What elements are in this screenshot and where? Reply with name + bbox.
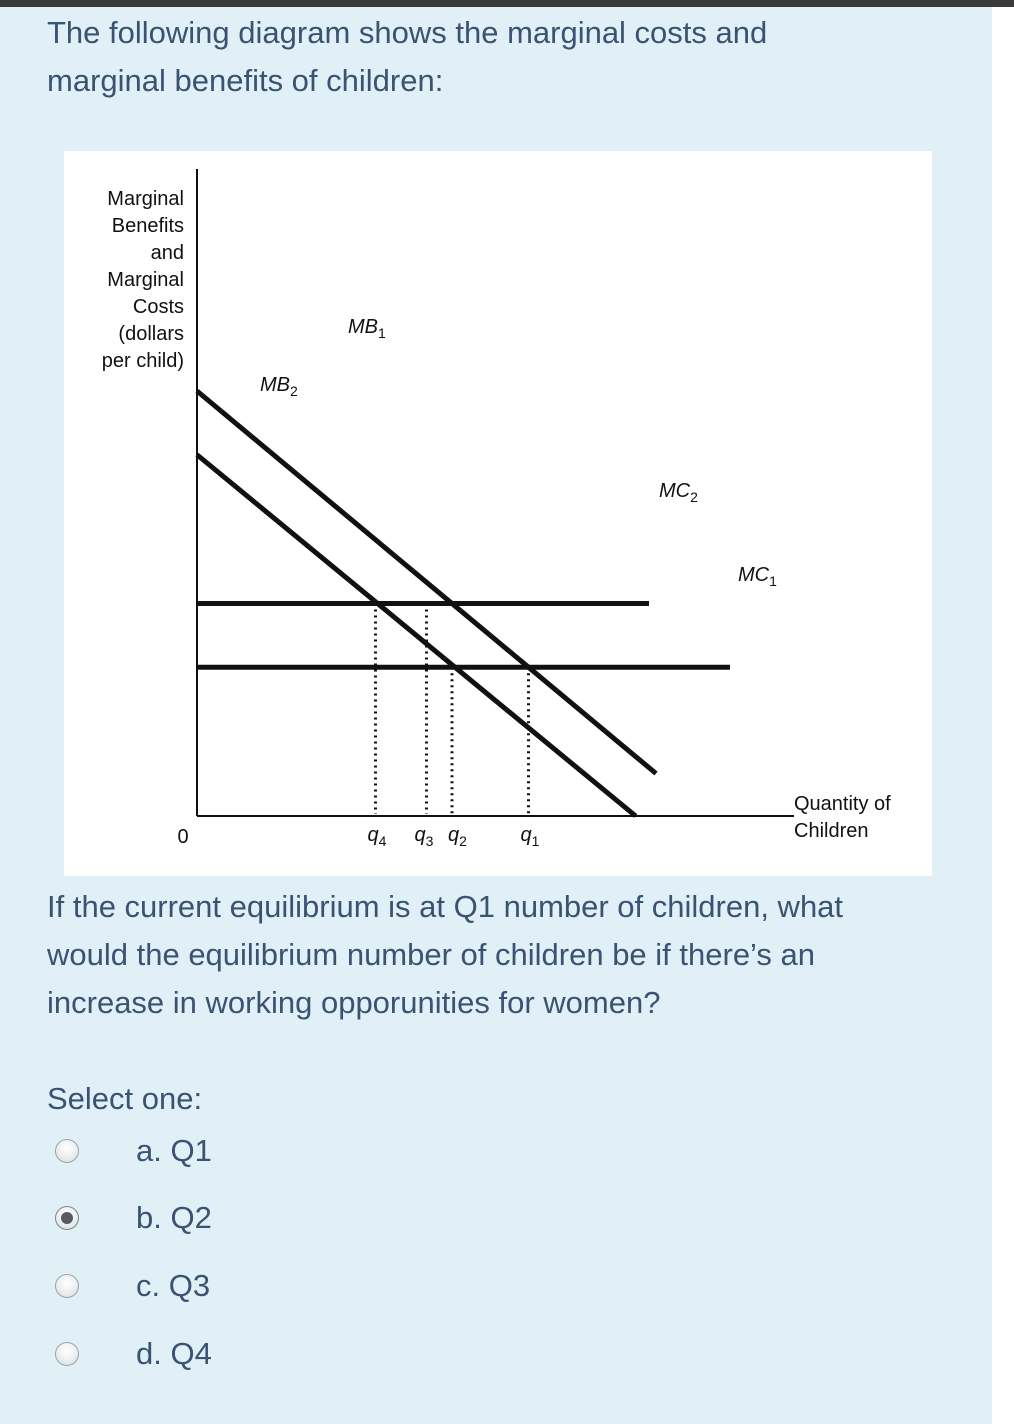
question-text-line-1: If the current equilibrium is at Q1 number of children, what — [47, 889, 844, 924]
label-mb1: $MB_1$ — [348, 316, 386, 341]
curve-labels — [260, 316, 777, 589]
option-c-letter: c. — [136, 1268, 161, 1303]
option-b-label[interactable] — [136, 1200, 212, 1236]
option-c-text: Q3 — [168, 1268, 211, 1303]
y-axis-label-line: Marginal — [107, 188, 184, 210]
option-b[interactable] — [55, 1196, 212, 1240]
option-b-text: Q2 — [170, 1200, 212, 1235]
y-axis-label-line: (dollars — [118, 323, 184, 345]
option-d-letter: d. — [136, 1336, 162, 1371]
label-mc1: $MC_1$ — [738, 564, 777, 589]
axes — [177, 169, 794, 848]
x-axis-label-line: Quantity of — [794, 793, 891, 815]
radio-a[interactable] — [55, 1139, 79, 1163]
label-mb2: $MB_2$ — [260, 374, 298, 399]
option-c-label[interactable] — [136, 1268, 210, 1304]
marginal-cost-benefit-chart — [64, 151, 932, 876]
top-bar — [0, 0, 1014, 7]
y-axis-label-line: Marginal — [107, 269, 184, 291]
x-axis-label — [794, 793, 891, 842]
option-c[interactable] — [55, 1264, 210, 1308]
tick-q4: $q_4$ — [367, 824, 387, 849]
radio-selected-dot — [61, 1212, 73, 1224]
origin-label: 0 — [177, 826, 189, 848]
curve-mb1 — [197, 391, 656, 774]
question-intro — [47, 9, 947, 105]
y-axis-label-line: and — [150, 242, 184, 264]
option-a-letter: a. — [136, 1133, 162, 1168]
radio-b[interactable] — [55, 1206, 79, 1230]
question-intro-line-2: marginal benefits of children: — [47, 63, 444, 98]
option-a[interactable] — [55, 1129, 212, 1173]
x-tick-labels — [368, 824, 540, 849]
option-d-text: Q4 — [170, 1336, 212, 1371]
option-d-label[interactable] — [136, 1336, 212, 1372]
question-text-line-3: increase in working opporunities for women? — [47, 985, 661, 1020]
tick-q1: $q_1$ — [520, 824, 540, 849]
y-axis-label — [102, 188, 184, 372]
tick-q3: $q_3$ — [414, 824, 434, 849]
option-a-text: Q1 — [170, 1133, 212, 1168]
y-axis-label-line: per child) — [101, 350, 184, 372]
radio-c[interactable] — [55, 1274, 79, 1298]
y-axis-label-line: Costs — [132, 296, 184, 318]
curve-mb2 — [197, 455, 636, 816]
x-axis-label-line: Children — [794, 820, 869, 842]
label-mc2: $MC_2$ — [659, 480, 698, 505]
question-text — [47, 883, 947, 1027]
curves — [197, 391, 730, 816]
option-b-letter: b. — [136, 1200, 162, 1235]
option-d[interactable] — [55, 1332, 212, 1376]
option-a-label[interactable] — [136, 1133, 212, 1169]
radio-d[interactable] — [55, 1342, 79, 1366]
diagram — [64, 151, 932, 876]
question-text-line-2: would the equilibrium number of children be if there’s an — [47, 937, 815, 972]
tick-q2: $q_2$ — [448, 824, 467, 849]
select-prompt: Select one: — [47, 1081, 203, 1116]
question-panel — [0, 7, 992, 1424]
question-intro-line-1: The following diagram shows the marginal costs and — [47, 15, 768, 50]
right-gutter — [992, 7, 1014, 1424]
y-axis-label-line: Benefits — [111, 215, 184, 237]
